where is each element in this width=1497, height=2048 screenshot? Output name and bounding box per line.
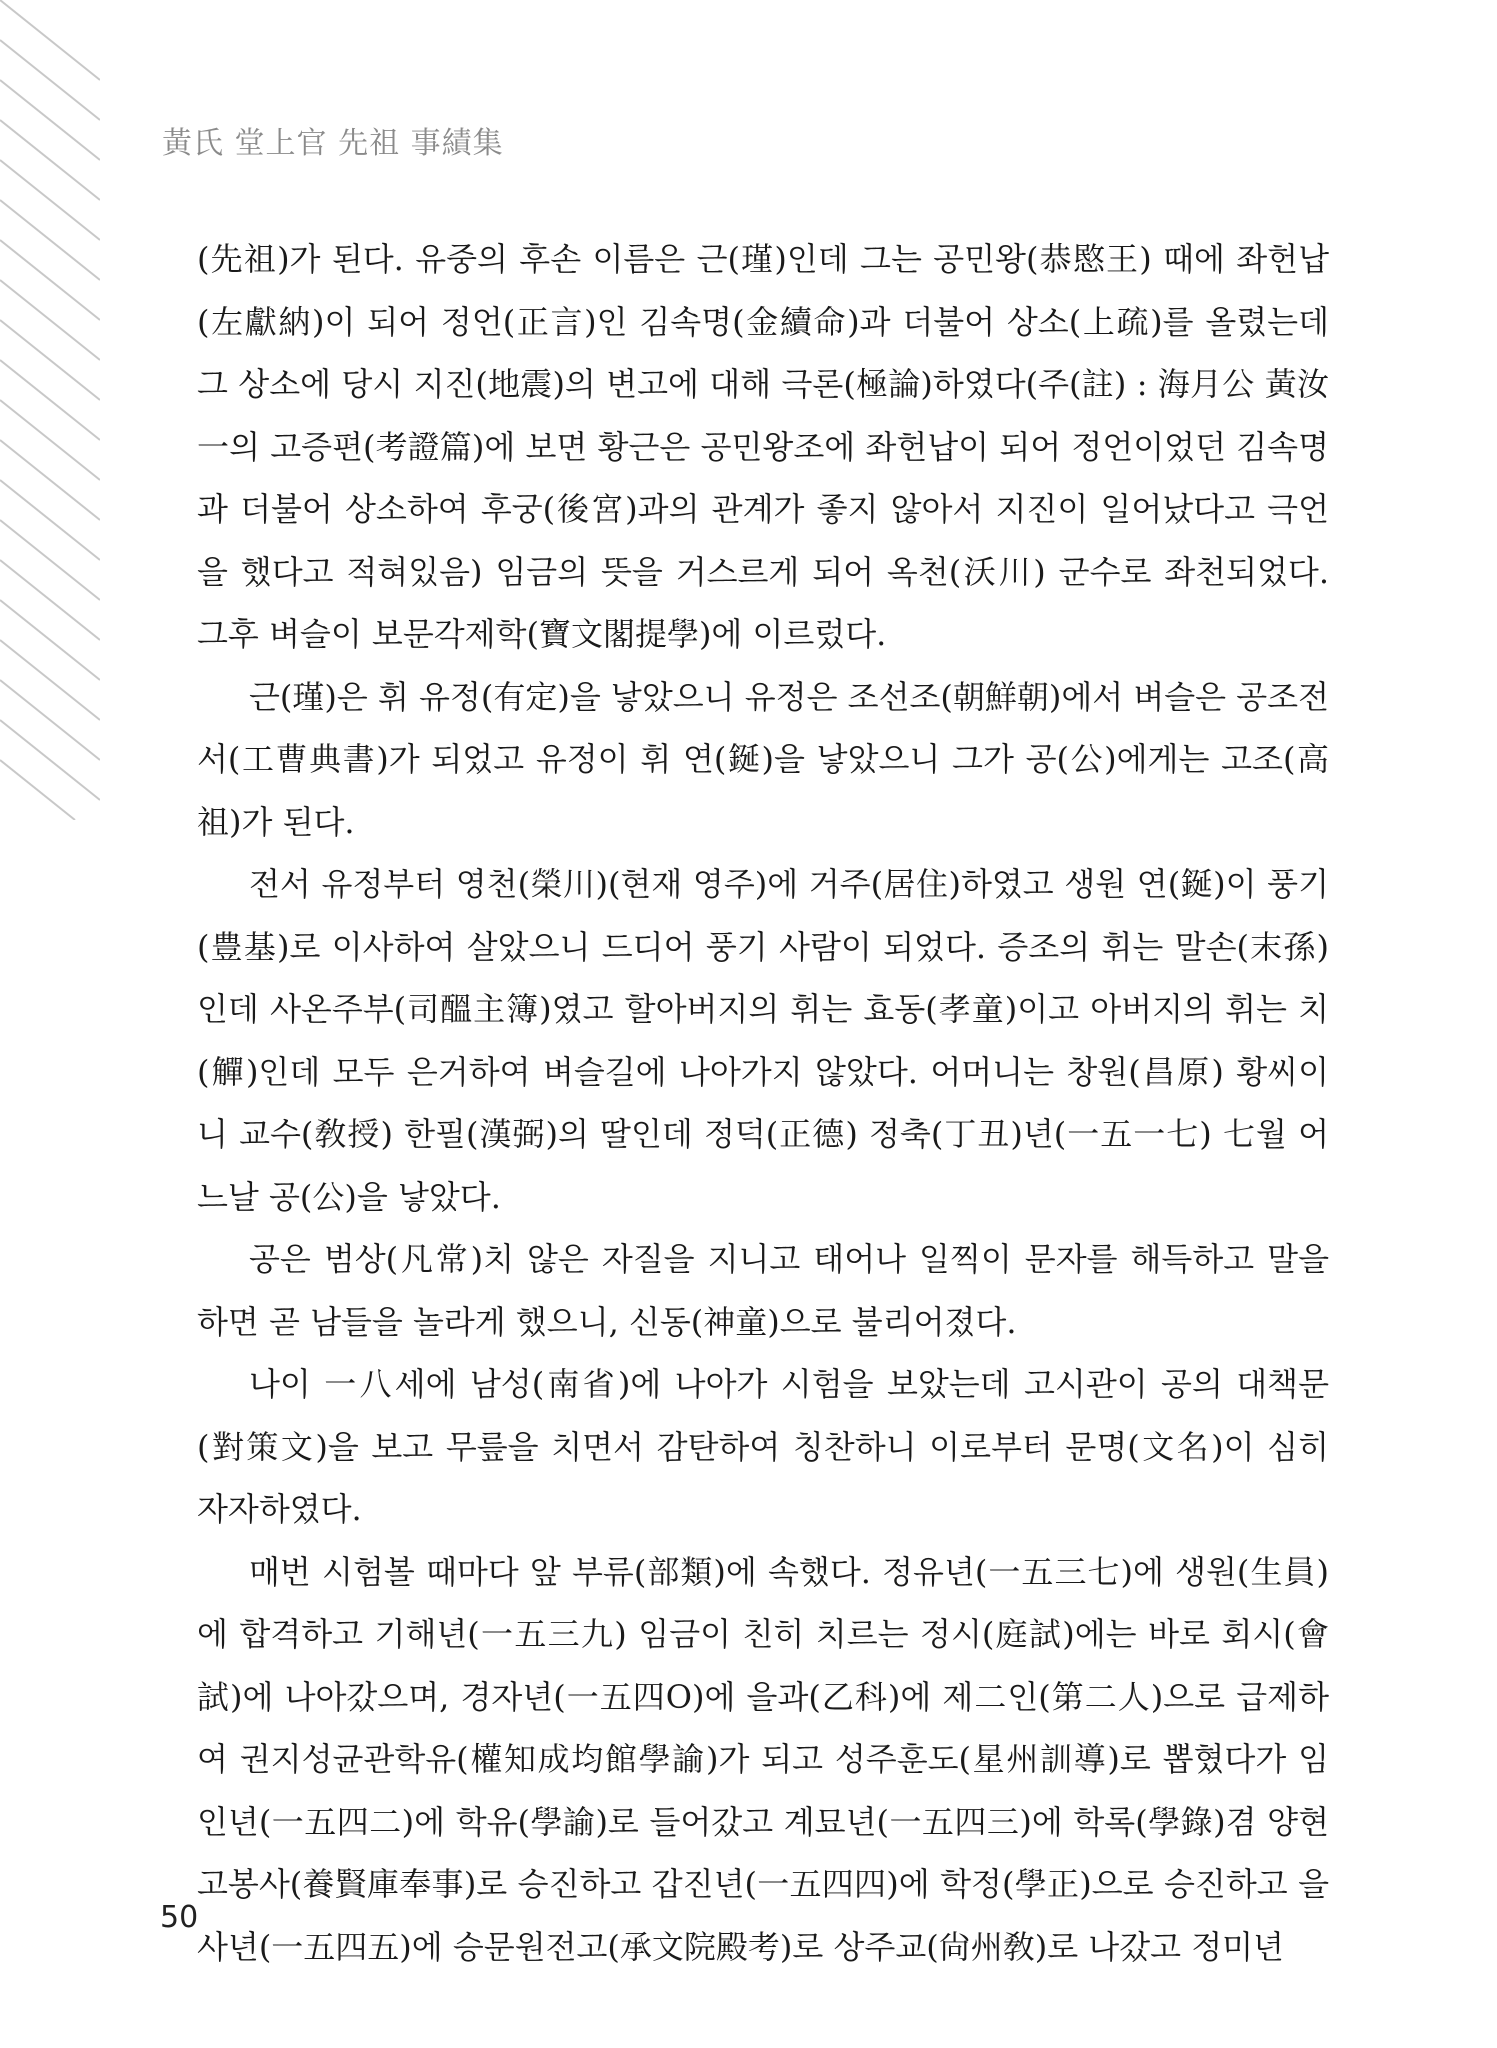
running-head: 黃氏 堂上官 先祖 事績集 (162, 126, 504, 161)
paragraph: 근(瑾)은 휘 유정(有定)을 낳았으니 유정은 조선조(朝鮮朝)에서 벼슬은 공조전서(工曹典書)가 되었고 유정이 휘 연(鋋)을 낳았으니 그가 공(公)에게는 고조(高祖)가 된다. (197, 677, 1329, 841)
paragraph: 나이 一八세에 남성(南省)에 나아가 시험을 보았는데 고시관이 공의 대책문(對策文)을 보고 무릎을 치면서 감탄하여 칭찬하니 이로부터 문명(文名)이 심히 자자하였다. (197, 1365, 1329, 1528)
corner-stripes-decoration (0, 0, 100, 820)
paragraph: 공은 범상(凡常)치 않은 자질을 지니고 태어나 일찍이 문자를 해득하고 말을 하면 곧 남들을 놀라게 했으니, 신동(神童)으로 불리어졌다. (197, 1240, 1329, 1341)
body-text (197, 228, 1329, 1978)
paragraph: 전서 유정부터 영천(榮川)(현재 영주)에 거주(居住)하였고 생원 연(鋋)이 풍기(豊基)로 이사하여 살았으니 드디어 풍기 사람이 되었다. 증조의 휘는 말손(末孫)인데 사온주부(司醞主簿)였고 할아버지의 휘는 효동(孝童)이고 아버지의 휘는 치(觶)인데 모두 은거하여 벼슬길에 나아가지 않았다. 어머니는 창원(昌原) 황씨이니 교수(敎授) 한필(漢弼)의 딸인데 정덕(正德) 정축(丁丑)년(一五一七) 七월 어느날 공(公)을 낳았다. (197, 865, 1329, 1216)
paragraph: 매번 시험볼 때마다 앞 부류(部類)에 속했다. 정유년(一五三七)에 생원(生員)에 합격하고 기해년(一五三九) 임금이 친히 치르는 정시(庭試)에는 바로 회시(會試)에 나아갔으며, 경자년(一五四O)에 을과(乙科)에 제二인(第二人)으로 급제하여 권지성균관학유(權知成均館學諭)가 되고 성주훈도(星州訓導)로 뽑혔다가 임인년(一五四二)에 학유(學諭)로 들어갔고 계묘년(一五四三)에 학록(學錄)겸 양현고봉사(養賢庫奉事)로 승진하고 갑진년(一五四四)에 학정(學正)으로 승진하고 을사년(一五四五)에 승문원전고(承文院殿考)로 상주교(尙州敎)로 나갔고 정미년 (197, 1552, 1329, 1966)
page-number: 50 (160, 1900, 199, 1935)
paragraph: (先祖)가 된다. 유중의 후손 이름은 근(瑾)인데 그는 공민왕(恭愍王) 때에 좌헌납(左獻納)이 되어 정언(正言)인 김속명(金續命)과 더불어 상소(上疏)를 올렸는데 그 상소에 당시 지진(地震)의 변고에 대해 극론(極論)하였다(주(註) : 海月公 黃汝一의 고증편(考證篇)에 보면 황근은 공민왕조에 좌헌납이 되어 정언이었던 김속명과 더불어 상소하여 후궁(後宮)과의 관계가 좋지 않아서 지진이 일어났다고 극언을 했다고 적혀있음) 임금의 뜻을 거스르게 되어 옥천(沃川) 군수로 좌천되었다. 그후 벼슬이 보문각제학(寶文閣提學)에 이르렀다. (197, 240, 1329, 653)
